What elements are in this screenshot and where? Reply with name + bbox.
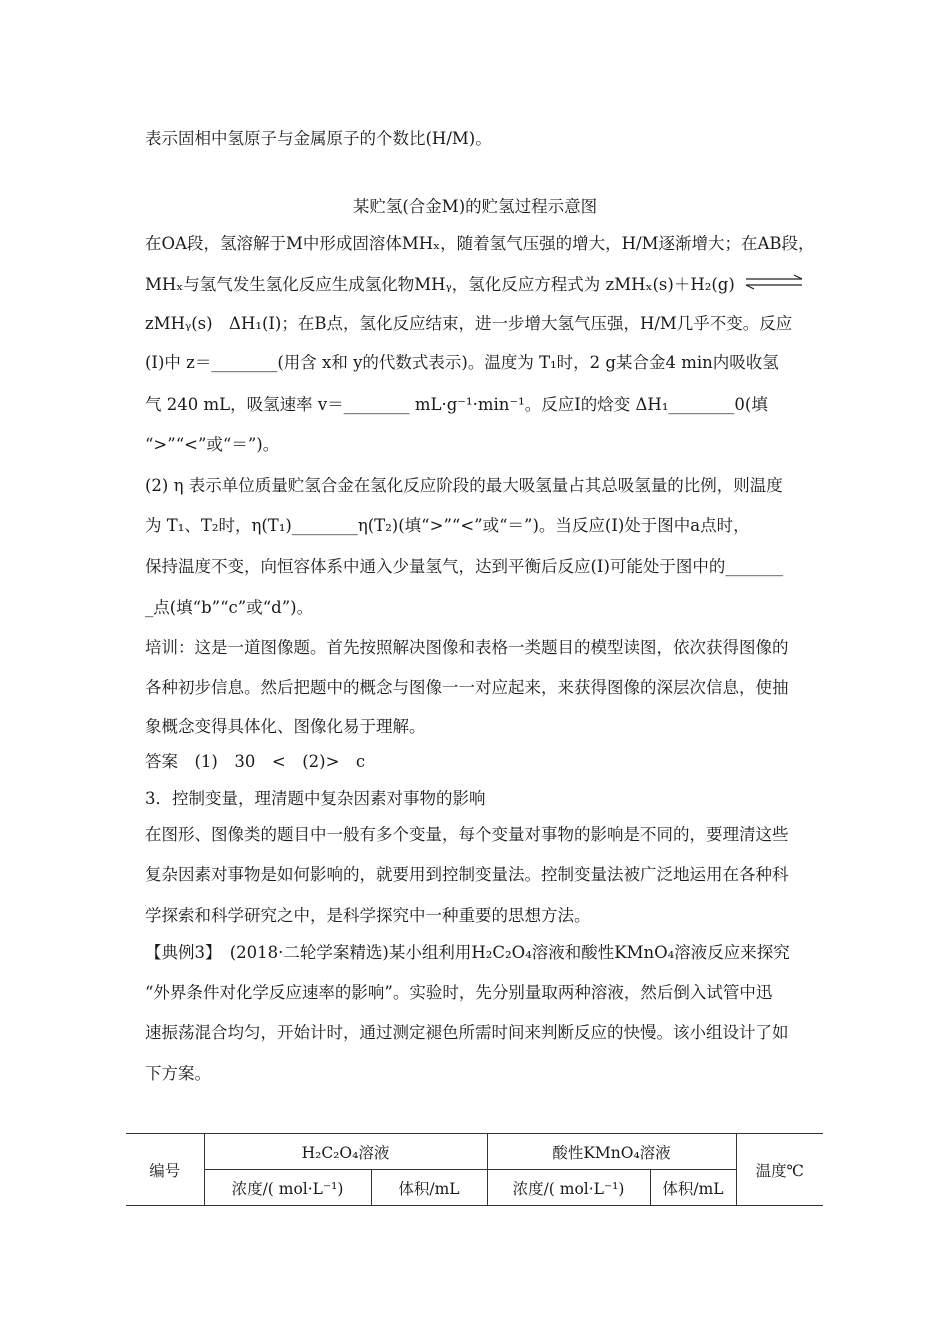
answer-line: 答案 (1) 30 < (2)> c <box>145 752 366 771</box>
header-volume: 体积/mL <box>650 1170 736 1206</box>
text-line: 复杂因素对事物是如何影响的，就要用到控制变量法。控制变量法被广泛地运用在各种科 <box>145 865 789 884</box>
text-line: 表示固相中氢原子与金属原子的个数比(H/M)。 <box>145 129 492 148</box>
text-line: 学探索和科学研究之中，是科学探究中一种重要的思想方法。 <box>145 906 591 925</box>
header-kmno4: 酸性KMnO₄溶液 <box>487 1134 736 1170</box>
header-volume: 体积/mL <box>371 1170 487 1206</box>
header-oxalic-acid: H₂C₂O₄溶液 <box>204 1134 487 1170</box>
header-temperature: 温度℃ <box>736 1134 823 1206</box>
section-heading: 3．控制变量，理清题中复杂因素对事物的影响 <box>145 789 486 808</box>
text-line: 速振荡混合均匀，开始计时，通过测定褪色所需时间来判断反应的快慢。该小组设计了如 <box>145 1023 789 1042</box>
text-line: zMHᵧ(s) ΔH₁(Ⅰ)；在B点，氢化反应结束，进一步增大氢气压强，H/M几乎不变。反应 <box>145 314 793 333</box>
text-line: 下方案。 <box>145 1064 211 1083</box>
header-concentration: 浓度/( mol·L⁻¹) <box>487 1170 650 1206</box>
text-line: “外界条件对化学反应速率的影响”。实验时，先分别量取两种溶液，然后倒入试管中迅 <box>145 983 773 1002</box>
text-line: 培训：这是一道图像题。首先按照解决图像和表格一类题目的模型读图，依次获得图像的 <box>145 638 789 657</box>
text-line: (2) η 表示单位质量贮氢合金在氢化反应阶段的最大吸氢量占其总吸氢量的比例，则温度 <box>145 476 783 495</box>
example-heading: 【典例3】 (2018·二轮学案精选)某小组利用H₂C₂O₄溶液和酸性KMnO₄溶液反应来探究 <box>145 943 790 962</box>
text-line: MHₓ与氢气发生氢化反应生成氢化物MHᵧ，氢化反应方程式为 zMHₓ(s)＋H₂(g) <box>145 275 735 294</box>
text-line: 各种初步信息。然后把题中的概念与图像一一对应起来，来获得图像的深层次信息，使抽 <box>145 678 789 697</box>
text-line: 为 T₁、T₂时，η(T₁)________η(T₂)(填“>”“<”或“＝”)。当反应(Ⅰ)处于图中a点时， <box>145 516 750 535</box>
text-line: _点(填“b”“c”或“d”)。 <box>145 598 314 617</box>
equilibrium-arrow-icon <box>744 274 804 290</box>
text-line: 在OA段，氢溶解于M中形成固溶体MHₓ，随着氢气压强的增大，H/M逐渐增大；在AB段， <box>145 234 815 253</box>
text-line: 象概念变得具体化、图像化易于理解。 <box>145 717 426 736</box>
text-line: 气 240 mL，吸氢速率 v＝________ mL·g⁻¹·min⁻¹。反应Ⅰ的焓变 ΔH₁________0(填 <box>145 395 768 414</box>
header-concentration: 浓度/( mol·L⁻¹) <box>204 1170 371 1206</box>
figure-caption: 某贮氢(合金M)的贮氢过程示意图 <box>352 197 598 216</box>
text-line: 在图形、图像类的题目中一般有多个变量，每个变量对事物的影响是不同的，要理清这些 <box>145 825 789 844</box>
experiment-table <box>126 1133 823 1206</box>
text-line: (Ⅰ)中 z＝________(用含 x和 y的代数式表示)。温度为 T₁时，2 g某合金4 min内吸收氢 <box>145 353 779 372</box>
header-id: 编号 <box>126 1134 204 1206</box>
text-line: “>”“<”或“＝”)。 <box>145 435 280 454</box>
text-line: 保持温度不变，向恒容体系中通入少量氢气，达到平衡后反应(Ⅰ)可能处于图中的_______ <box>145 557 784 576</box>
